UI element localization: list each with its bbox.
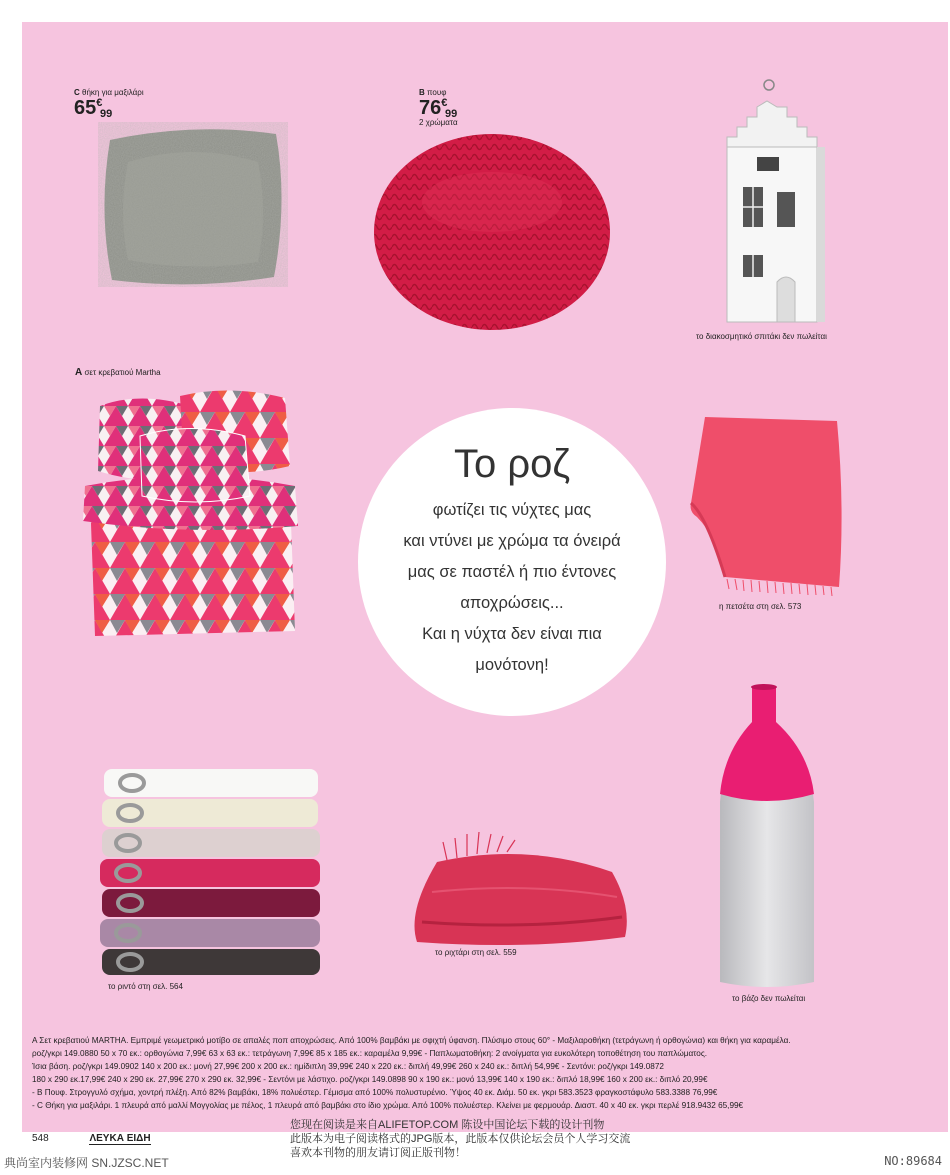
vase-caption: το βάζο δεν πωλείται (732, 994, 806, 1003)
vase-image (714, 682, 820, 994)
headline-circle (358, 408, 666, 716)
headline-line-2: και ντύνει με χρώμα τα όνειρά (403, 532, 621, 550)
watermark-center-line-3: 喜欢本刊物的朋友请订阅正版刊物！ (290, 1147, 466, 1159)
details-line-1: A Σετ κρεβατιού MARTHA. Εμπριμέ γεωμετρικό μοτίβο σε απαλές ποπ αποχρώσεις. Από 100% βαμβάκι με σφιχτή ύφανση. Πλύσιμο στους 60° - Μαξιλαροθήκη (τετράγωνη ή ορθογώνια) και θήκη για καραμέλα. (32, 1036, 791, 1045)
throw-image (407, 822, 637, 952)
headline-line-4: αποχρώσεις... (460, 594, 564, 612)
details-line-4: 180 x 290 εκ.17,99€ 240 x 290 εκ. 27,99€ 270 x 290 εκ. 32,99€ - Σεντόνι με λάστιχο. ροζ/γκρι 149.0898 90 x 190 εκ.: μονό 13,99€ 140 x 190 εκ.: διπλό 18,99€ 160 x 200 εκ.: διπλό 20,99€ (32, 1075, 708, 1084)
curtains-image (98, 764, 328, 979)
bedset-label: A σετ κρεβατιού Martha (75, 367, 161, 378)
cushion-price-cents: 99 (100, 108, 113, 120)
watermark-center-line-1: 您现在阅读是来自ALIFETOP.COM 陈设中国论坛下载的设计刊物 (290, 1119, 605, 1131)
cushion-price-block (74, 88, 144, 118)
pouf-price-block (419, 88, 458, 127)
section-title: ΛΕΥΚΑ ΕΙΔΗ (89, 1133, 151, 1144)
page-footer (32, 1133, 189, 1144)
page-number: 548 (32, 1133, 49, 1144)
pouf-desc: B πουφ (419, 88, 447, 97)
towel-caption: η πετσέτα στη σελ. 573 (719, 602, 802, 611)
bedset-image (80, 386, 300, 646)
pouf-price: 76€ (419, 97, 448, 119)
details-line-3: Ίσια βάση. ροζ/γκρι 149.0902 140 x 200 εκ.: μονή 27,99€ 200 x 200 εκ.: ημίδιπλη 39,99€ 240 x 220 εκ.: διπλή 49,99€ 260 x 240 εκ.: διπλή 54,99€ - Σεντόνι: ροζ/γκρι 149.0872 (32, 1062, 664, 1071)
watermark-center-line-2: 此版本为电子阅读格式的JPG版本，此版本仅供论坛会员个人学习交流 (290, 1133, 631, 1145)
details-line-5: - B Πουφ. Στρογγυλό σχήμα, χοντρή πλέξη. Από 82% βαμβάκι, 18% πολυέστερ. Γέμισμα από 100% πολυστυρένιο. Ύψος 40 εκ. Διάμ. 50 εκ. γκρι 583.3523 φραγκοστάφυλο 583.3388 76,99€ (32, 1088, 718, 1097)
catalog-page (22, 22, 948, 1132)
headline-line-5: Και η νύχτα δεν είναι πια (422, 625, 602, 643)
cushion-image (98, 122, 288, 287)
house-image (707, 77, 827, 327)
pouf-image (372, 132, 612, 337)
headline-line-6: μονότονη! (475, 656, 549, 674)
watermark-center (290, 1118, 630, 1160)
pouf-price-cents: 99 (445, 108, 458, 120)
pouf-colors: 2 χρώματα (419, 118, 458, 127)
product-details (32, 1034, 890, 1112)
details-line-2: ροζ/γκρι 149.0880 50 x 70 εκ.: ορθογώνια 7,99€ 63 x 63 εκ.: τετράγωνη 7,99€ 85 x 185 εκ.: καραμέλα 9,99€ - Παπλωματοθήκη: 2 ανοίγματα για ευκολότερη τοποθέτηση του παπλώματος. (32, 1049, 708, 1058)
cushion-price: 65€ (74, 97, 103, 119)
house-caption: το διακοσμητικό σπιτάκι δεν πωλείται (696, 332, 827, 341)
details-line-6: - C Θήκη για μαξιλάρι. 1 πλευρά από μαλλί Μογγολίας με πέλος, 1 πλευρά από βαμβάκι στο ίδιο χρώμα. Από 100% πολυέστερ. Κλείνει με φερμουάρ. Διαστ. 40 x 40 εκ. γκρι περλέ 918.9432 65,99€ (32, 1101, 744, 1110)
curtain-caption: το ριντό στη σελ. 564 (108, 982, 183, 991)
cushion-desc: C θήκη για μαξιλάρι (74, 88, 144, 97)
throw-caption: το ριχτάρι στη σελ. 559 (435, 948, 517, 957)
headline-title: Το ροζ (453, 442, 571, 486)
headline-line-3: μας σε παστέλ ή πιο έντονες (407, 563, 617, 581)
watermark-right: NO:89684 (884, 1154, 942, 1168)
headline-line-1: φωτίζει τις νύχτες μας (432, 501, 592, 519)
watermark-left: 典尚室内装修网 SN.JZSC.NET (4, 1156, 169, 1170)
towel-image (687, 417, 857, 597)
